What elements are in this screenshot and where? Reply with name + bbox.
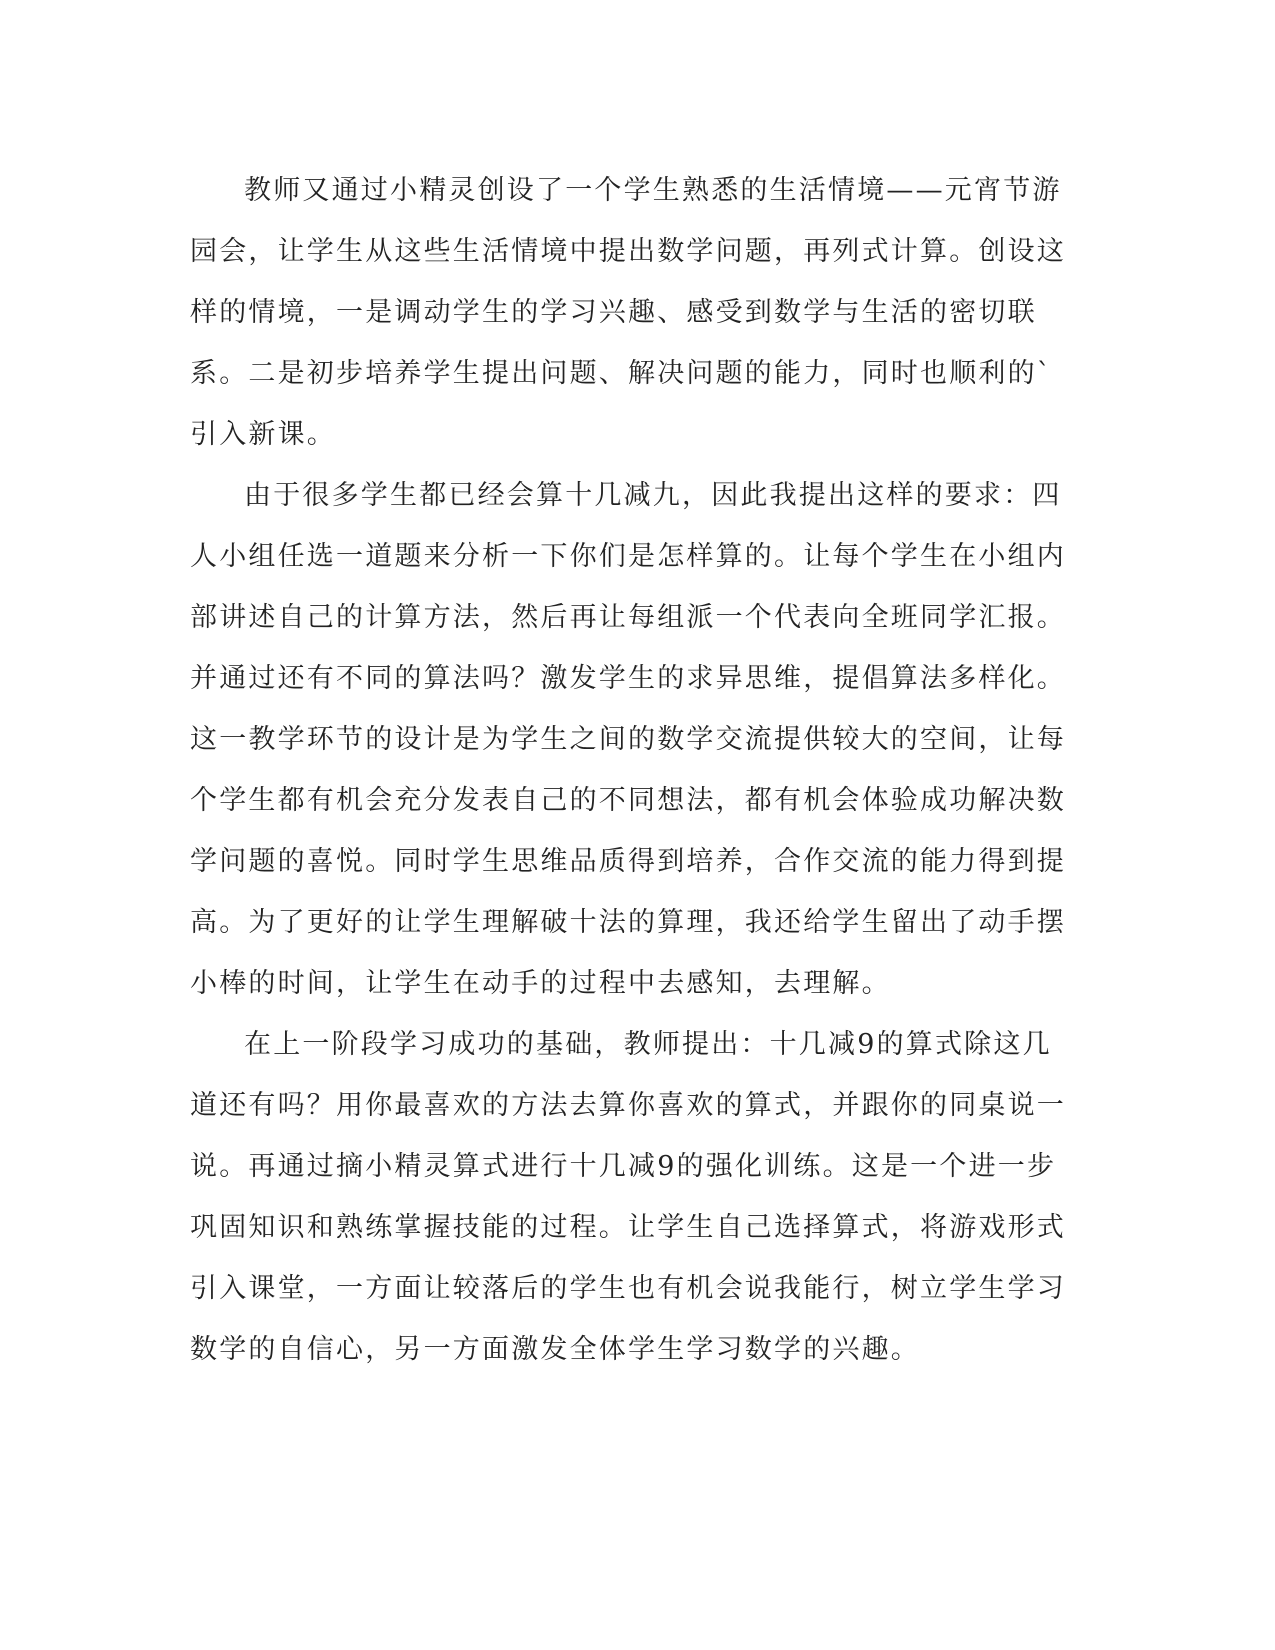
paragraph-2: 由于很多学生都已经会算十几减九，因此我提出这样的要求：四人小组任选一道题来分析一下你们是怎样算的。让每个学生在小组内部讲述自己的计算方法，然后再让每组派一个代表向全班同学汇报。并通过还有不同的算法吗？激发学生的求异思维，提倡算法多样化。这一教学环节的设计是为学生之间的数学交流提供较大的空间，让每个学生都有机会充分发表自己的不同想法，都有机会体验成功解决数学问题的喜悦。同时学生思维品质得到培养，合作交流的能力得到提高。为了更好的让学生理解破十法的算理，我还给学生留出了动手摆小棒的时间，让学生在动手的过程中去感知，去理解。 <box>190 480 1066 999</box>
paragraph-3: 在上一阶段学习成功的基础，教师提出：十几减9的算式除这几道还有吗？用你最喜欢的方法去算你喜欢的算式，并跟你的同桌说一说。再通过摘小精灵算式进行十几减9的强化训练。这是一个进一步巩固知识和熟练掌握技能的过程。让学生自己选择算式，将游戏形式引入课堂，一方面让较落后的学生也有机会说我能行，树立学生学习数学的自信心，另一方面激发全体学生学习数学的兴趣。 <box>190 1029 1066 1365</box>
paragraph-1: 教师又通过小精灵创设了一个学生熟悉的生活情境——元宵节游园会，让学生从这些生活情境中提出数学问题，再列式计算。创设这样的情境，一是调动学生的学习兴趣、感受到数学与生活的密切联系。二是初步培养学生提出问题、解决问题的能力，同时也顺利的`引入新课。 <box>190 175 1066 450</box>
document-body <box>190 160 1070 1380</box>
